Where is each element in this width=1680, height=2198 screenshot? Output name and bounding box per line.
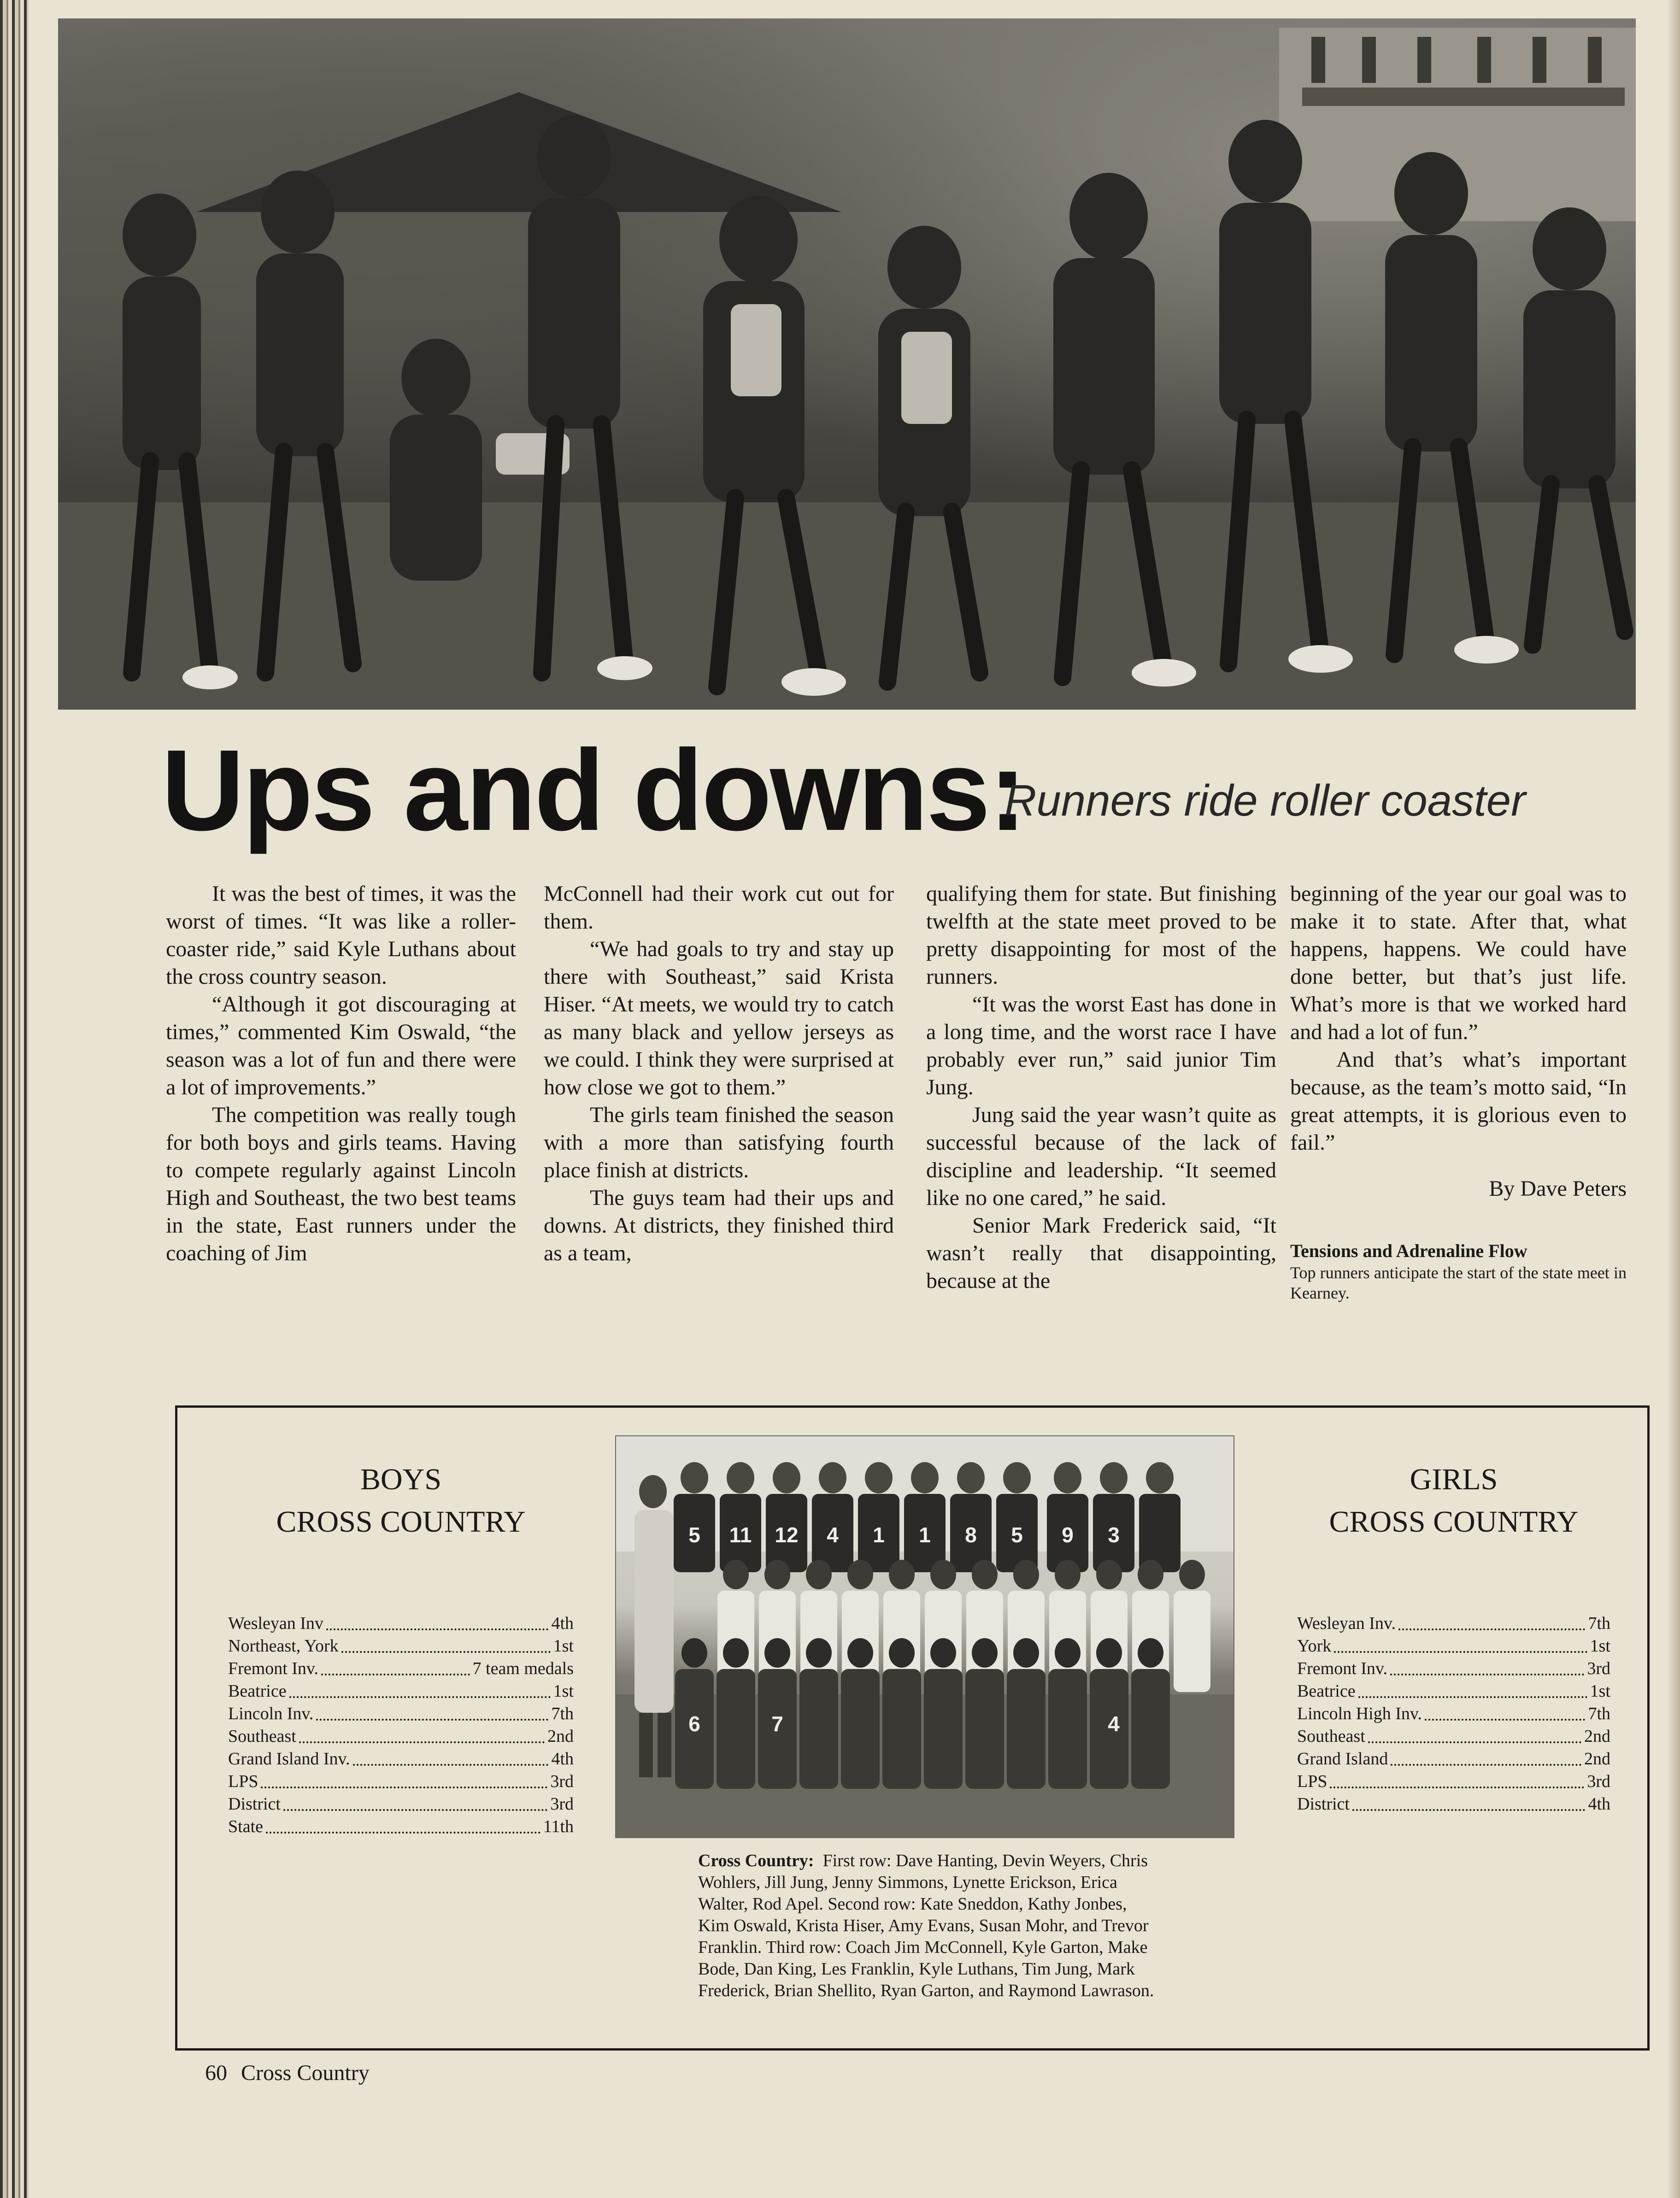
meet-name: Lincoln Inv. <box>228 1704 314 1723</box>
jersey-number: 1 <box>919 1523 931 1547</box>
girls-title-line-1: GIRLS <box>1410 1463 1498 1496</box>
meet-result: 11th <box>543 1817 574 1836</box>
jersey-number: 4 <box>827 1523 839 1547</box>
schedule-row <box>228 1703 574 1725</box>
meet-name: Fremont Inv. <box>1297 1659 1387 1678</box>
team-photo-caption <box>698 1850 1159 2002</box>
team-member-head <box>930 1638 956 1668</box>
meet-name: District <box>1297 1794 1350 1814</box>
team-caption-text: First row: Dave Hanting, Devin Weyers, Chris Wohlers, Jill Jung, Jenny Simmons, Lynette Erickson, Erica Walter, Rod Apel. Second row: Kate Sneddon, Kathy Jonbes, Kim Oswald, Krista Hiser, Amy Evans, Susan Mohr, and Trevor Franklin. Third row: Coach Jim McConnell, Kyle Garton, Make Bode, Dan King, Les Franklin, Kyle Luthans, Tim Jung, Mark Frederick, Brian Shellito, Ryan Garton, and Raymond Lawrason. <box>698 1851 1154 2000</box>
team-caption-label: Cross Country: <box>698 1851 814 1870</box>
meet-result: 1st <box>553 1636 574 1656</box>
photo-caption-text: Top runners anticipate the start of the state meet in Kearney. <box>1290 1264 1627 1302</box>
meet-result: 7th <box>1588 1614 1610 1633</box>
schedule-row <box>228 1680 574 1703</box>
meet-result: 3rd <box>550 1794 574 1814</box>
schedule-row <box>228 1770 574 1793</box>
subheadline: Runners ride roller coaster <box>1004 776 1526 825</box>
boys-schedule <box>228 1458 574 1838</box>
team-member-front <box>965 1669 1004 1789</box>
meet-result: 3rd <box>550 1772 574 1791</box>
meet-name: State <box>228 1817 263 1836</box>
team-member-head <box>1003 1462 1031 1493</box>
schedule-row <box>228 1748 574 1770</box>
paragraph: The girls team finished the season with a more than satisfying fourth place finish at districts. <box>544 1103 894 1182</box>
meet-result: 1st <box>1590 1681 1610 1701</box>
page-footer <box>205 2062 370 2084</box>
meet-result: 7th <box>1588 1704 1610 1723</box>
schedule-row <box>1297 1680 1610 1703</box>
meet-name: Wesleyan Inv. <box>1297 1614 1396 1633</box>
team-member-head <box>847 1638 873 1668</box>
schedule-row <box>1297 1635 1610 1657</box>
team-member-head <box>1100 1462 1128 1493</box>
jersey-number: 5 <box>1011 1523 1023 1547</box>
team-member-head <box>764 1638 790 1668</box>
meet-result: 1st <box>553 1681 574 1701</box>
meet-name: Wesleyan Inv <box>228 1614 323 1633</box>
team-member-head <box>889 1638 915 1668</box>
girls-schedule <box>1297 1458 1610 1816</box>
team-member-head <box>1055 1638 1081 1668</box>
schedule-row <box>1297 1793 1610 1816</box>
meet-name: District <box>228 1794 281 1814</box>
team-member-head <box>1138 1638 1163 1668</box>
schedule-row <box>228 1612 574 1635</box>
schedule-row <box>228 1793 574 1816</box>
team-member-front <box>841 1669 880 1789</box>
binding-edge <box>0 0 29 2198</box>
team-member-head <box>1146 1462 1174 1493</box>
team-member-front <box>1131 1669 1170 1789</box>
article-column-4 <box>1290 880 1627 1303</box>
team-member-head <box>1096 1560 1122 1589</box>
meet-result: 2nd <box>547 1727 574 1746</box>
meet-name: LPS <box>1297 1772 1328 1791</box>
team-member-head <box>1054 1462 1081 1493</box>
meet-result: 4th <box>551 1614 574 1633</box>
team-member-front <box>717 1669 755 1789</box>
schedule-row <box>1297 1725 1610 1748</box>
team-member-head <box>972 1560 998 1589</box>
meet-result: 2nd <box>1584 1727 1610 1746</box>
team-member-front <box>1048 1669 1087 1789</box>
team-member-head <box>806 1638 832 1668</box>
team-member-head <box>681 1462 708 1493</box>
article-column-2 <box>544 880 894 1267</box>
meet-name: Grand Island <box>1297 1749 1388 1769</box>
team-photo <box>615 1435 1234 1838</box>
jersey-number: 5 <box>688 1523 700 1547</box>
paragraph: “Although it got discouraging at times,” commented Kim Oswald, “the season was a lot of fun and there were a lot of improvements.” <box>166 992 516 1099</box>
team-member-head <box>723 1560 749 1589</box>
team-member-head <box>1096 1638 1122 1668</box>
jersey-number: 9 <box>1062 1523 1074 1547</box>
team-member-head <box>889 1560 915 1589</box>
boys-title-line-1: BOYS <box>360 1463 442 1496</box>
paragraph: beginning of the year our goal was to make it to state. After that, what happens, happens. We could have done better, but that’s just life. What’s more is that we worked hard and had a lot of fun.” <box>1290 882 1627 1044</box>
meet-result: 2nd <box>1584 1749 1610 1769</box>
team-member-head <box>723 1638 749 1668</box>
team-member-head <box>957 1462 985 1493</box>
team-member-head <box>972 1638 998 1668</box>
jersey-number: 1 <box>873 1523 885 1547</box>
section-name: Cross Country <box>241 2061 370 2085</box>
article-column-3 <box>926 880 1276 1295</box>
team-member-head <box>930 1560 956 1589</box>
team-member-front <box>799 1669 838 1789</box>
paragraph: Senior Mark Frederick said, “It wasn’t really that disappointing, because at the <box>926 1213 1276 1293</box>
paragraph: “We had goals to try and stay up there with Southeast,” said Krista Hiser. “At meets, we would try to catch as many black and yellow jerseys as we could. I think they were surprised at how close we got to them.” <box>544 937 894 1099</box>
schedule-row <box>1297 1612 1610 1635</box>
paragraph: qualifying them for state. But finishing twelfth at the state meet proved to be pretty disappointing for most of the runners. <box>926 882 1276 989</box>
team-member-front <box>1007 1669 1046 1789</box>
meet-name: Northeast, York <box>228 1636 339 1656</box>
jersey-number: 12 <box>775 1523 799 1547</box>
meet-result: 4th <box>1588 1794 1610 1814</box>
jersey-number: 8 <box>965 1523 977 1547</box>
team-member-head <box>1055 1560 1081 1589</box>
boys-title-line-2: CROSS COUNTRY <box>276 1505 526 1539</box>
team-member-head <box>865 1462 893 1493</box>
meet-name: Fremont Inv. <box>228 1659 318 1678</box>
girls-schedule-title <box>1297 1458 1610 1543</box>
byline: By Dave Peters <box>1489 1176 1627 1201</box>
page-number: 60 <box>205 2061 227 2085</box>
team-member-head <box>764 1560 790 1589</box>
schedule-row <box>228 1816 574 1838</box>
team-member-front <box>882 1669 921 1789</box>
meet-result: 7th <box>551 1704 574 1723</box>
team-member-front <box>924 1669 963 1789</box>
jersey-number: 7 <box>771 1712 783 1736</box>
meet-result: 7 team medals <box>472 1659 574 1678</box>
meet-result: 3rd <box>1587 1659 1610 1678</box>
paragraph: And that’s what’s important because, as the team’s motto said, “In great attempts, it is glorious even to fail.” <box>1290 1047 1627 1155</box>
runners-start-photo <box>58 18 1636 710</box>
jersey-number: 3 <box>1108 1523 1120 1547</box>
meet-result: 4th <box>551 1749 574 1769</box>
team-member-head <box>1138 1560 1163 1589</box>
schedule-row <box>1297 1770 1610 1793</box>
team-member-head <box>727 1462 754 1493</box>
schedule-row <box>1297 1703 1610 1725</box>
paragraph: McConnell had their work cut out for them. <box>544 882 894 934</box>
schedule-row <box>228 1725 574 1748</box>
jersey-number: 4 <box>1108 1712 1120 1736</box>
meet-name: Southeast <box>228 1727 296 1746</box>
boys-schedule-title <box>228 1458 574 1543</box>
team-member-head <box>1013 1560 1039 1589</box>
team-member-head <box>847 1560 873 1589</box>
page-edge-right <box>1666 0 1680 2198</box>
team-member-head <box>911 1462 939 1493</box>
meet-name: LPS <box>228 1772 258 1791</box>
paragraph: “It was the worst East has done in a long time, and the worst race I have probably ever run,” said junior Tim Jung. <box>926 992 1276 1099</box>
schedule-row <box>228 1635 574 1657</box>
team-member-head <box>819 1462 846 1493</box>
headline: Ups and downs: <box>161 726 1025 854</box>
team-illustration <box>616 1436 1234 1837</box>
meet-result: 1st <box>1590 1636 1610 1656</box>
paragraph: It was the best of times, it was the worst of times. “It was like a roller-coaster ride,” said Kyle Luthans about the cross country season. <box>166 882 516 989</box>
results-box <box>175 1405 1650 2051</box>
meet-result: 3rd <box>1587 1772 1610 1791</box>
jersey-number: 6 <box>688 1712 700 1736</box>
meet-name: Beatrice <box>1297 1681 1356 1701</box>
meet-name: Grand Island Inv. <box>228 1749 350 1769</box>
article-column-1 <box>166 880 516 1267</box>
team-member-head <box>1013 1638 1039 1668</box>
team-member-head <box>806 1560 832 1589</box>
team-member-head <box>1179 1560 1205 1589</box>
jersey-number: 11 <box>729 1523 752 1547</box>
schedule-row <box>1297 1748 1610 1770</box>
runners-illustration <box>58 18 1636 710</box>
schedule-row <box>228 1657 574 1680</box>
paragraph: Jung said the year wasn’t quite as successful because of the lack of discipline and leadership. “It seemed like no one cared,” he said. <box>926 1103 1276 1210</box>
paragraph: The competition was really tough for both boys and girls teams. Having to compete regularly against Lincoln High and Southeast, the two best teams in the state, East runners under the coaching of Jim <box>166 1103 516 1265</box>
team-member-top <box>1174 1591 1210 1692</box>
girls-title-line-2: CROSS COUNTRY <box>1329 1505 1579 1539</box>
meet-name: Beatrice <box>228 1681 287 1701</box>
meet-name: Southeast <box>1297 1727 1365 1746</box>
paragraph: The guys team had their ups and downs. At districts, they finished third as a team, <box>544 1186 894 1265</box>
team-member-head <box>681 1638 707 1668</box>
meet-name: York <box>1297 1636 1332 1656</box>
schedule-row <box>1297 1657 1610 1680</box>
photo-caption-title: Tensions and Adrenaline Flow <box>1290 1240 1527 1261</box>
team-member-jersey <box>1139 1494 1181 1572</box>
meet-name: Lincoln High Inv. <box>1297 1704 1422 1723</box>
team-member-head <box>773 1462 800 1493</box>
